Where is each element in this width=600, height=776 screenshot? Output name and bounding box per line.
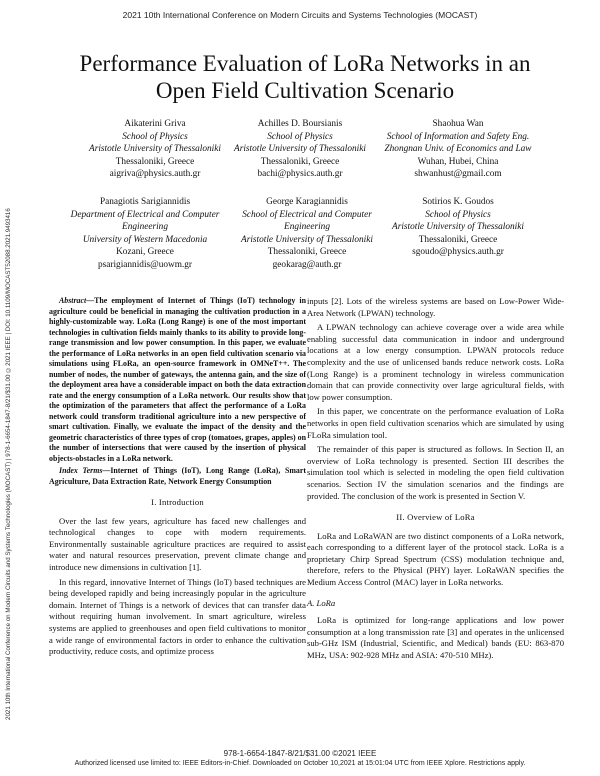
author-location: Kozani, Greece xyxy=(116,247,174,257)
author-affiliation: School of Information and Safety Eng. xyxy=(386,131,530,142)
author-email: bachi@physics.auth.gr xyxy=(257,169,343,179)
left-column xyxy=(49,296,306,658)
section-heading-introduction: I. Introduction xyxy=(151,497,204,507)
right-paragraph-4: The remainder of this paper is structured as follows. In Section II, an overview of LoRa technology is presented. Section III describes the simulation tool which is selected in modeling the open field cultivation scenarios. Section IV the simulation scenarios and the findings are provided. The conclusion of the work is presented in Section V. xyxy=(307,444,564,501)
author-location: Thessaloniki, Greece xyxy=(260,156,340,167)
author-affiliation: Aristotle University of Thessaloniki xyxy=(89,144,221,154)
author-affiliation: Engineering xyxy=(122,222,168,232)
author-affiliation: School of Physics xyxy=(122,131,188,142)
author-affiliation: Aristotle University of Thessaloniki xyxy=(392,222,524,232)
right-paragraph-3: In this paper, we concentrate on the performance evaluation of LoRa networks in open field cultivation scenarios which are simulated by using FLoRa simulation tool. xyxy=(307,406,564,440)
section-heading-overview: II. Overview of LoRa xyxy=(396,512,475,523)
abstract-text: —The employment of Internet of Things (IoT) technology in agriculture could be beneficial in managing the cultivation production in a highly-customizable way. LoRa (Long Range) is one of the most important technologies in cultivation fields mainly thanks to its ability to provide long-range transmission and low power consumption. In this paper, we evaluate the performance of LoRa networks in an open field cultivation scenario via simulations using FLoRa, an open-source framework in OMNeT++. The number of nodes, the number of gateways, the antenna gain, and the size of the deployment area have a considerable impact on both the data extraction rate and the energy consumption of a LoRa network. Our results show that the optimization of the parameters that affect the performance of a LoRa network could transform traditional agriculture into a new perspective of smart cultivation. Finally, we evaluate the impact of the density and the geometric characteristics of three types of crop (tomatoes, grapes, apples) on the number of intersections that were caused by the insertion of physical objects-obstacles in a LoRa network. xyxy=(49,296,306,463)
lora-paragraph-1: LoRa is optimized for long-range applications and low power consumption at a long transmission rate [3] and operates in the unlicensed sub-GHz ISM (Industrial, Scientific, and Medical) bands (EU: 863-870 MHz, USA: 902-928 MHz and ASIA: 470-510 MHz). xyxy=(307,615,564,661)
intro-paragraph-1: Over the last few years, agriculture has faced new challenges and technological changes to cope with modern requirements. Environmentally sustainable agriculture practices are required to assist water and natural resources preservation, prevent climate change and introduce new dimensions in cultivation [1]. xyxy=(49,515,306,572)
intro-paragraph-2: In this regard, innovative Internet of Things (IoT) based techniques are being developed rapidly and being increasingly popular in the agriculture domain. Internet of Things is a network of devices that can transfer data without requiring human involvement. In smart agriculture, wireless systems are applied to greenhouses and open field cultivations to monitor a wide range of environmental factors in order to enhance the cultivation productivity, reduce costs, and optimize process xyxy=(49,576,306,657)
doi-side-text: 2021 10th International Conference on Modern Circuits and Systems Technologies (MOCAST) | 978-1-6654-1847-8/21/$31.00 ©2021 IEEE | DOI: 10.1109/MOCAST52088.2021.9493416 xyxy=(5,208,12,720)
author-affiliation: Department of Electrical and Computer xyxy=(70,209,220,220)
subsection-heading-lora: A. LoRa xyxy=(307,597,336,608)
index-terms-label: Index Terms xyxy=(59,466,103,475)
title-line-2: Open Field Cultivation Scenario xyxy=(155,78,455,103)
footer-license: Authorized licensed use limited to: IEEE Editors-in-Chief. Downloaded on October 10,2021 at 15:01:04 UTC from IEEE Xplore. Restrictions apply. xyxy=(74,760,526,767)
author-affiliation: School of Physics xyxy=(425,209,491,220)
index-terms-text: —Internet of Things (IoT), Long Range (LoRa), Smart Agriculture, Data Extraction Rate, Network Energy Consumption xyxy=(49,466,307,486)
author-location: Thessaloniki, Greece xyxy=(267,247,347,257)
abstract-paragraph xyxy=(49,296,306,464)
right-paragraph-1: inputs [2]. Lots of the wireless systems are based on Low-Power Wide-Area Network (LPWAN) technology. xyxy=(307,296,564,318)
author-name: Shaohua Wan xyxy=(432,119,484,129)
author-email: geokarag@auth.gr xyxy=(272,259,342,270)
author-location: Wuhan, Hubei, China xyxy=(417,156,499,167)
title-line-1: Performance Evaluation of LoRa Networks in an xyxy=(79,51,531,76)
right-paragraph-2: A LPWAN technology can achieve coverage over a wide area while enabling successful data communication in indoor and underground locations at a low energy consumption. LPWAN protocols reduce complexity and the use of unlicensed bands reduce network costs. LoRa (Long Range) is a prominent technology in wireless communication domain that can provide connectivity over large agricultural fields, with low power consumption. xyxy=(307,322,564,402)
footer-copyright: 978-1-6654-1847-8/21/$31.00 ©2021 IEEE xyxy=(223,749,377,758)
author-affiliation: School of Electrical and Computer xyxy=(242,209,372,220)
abstract-label: Abstract xyxy=(59,296,87,305)
author-location: Thessaloniki, Greece xyxy=(115,156,195,167)
author-affiliation: University of Western Macedonia xyxy=(82,234,208,245)
author-affiliation: Zhongnan Univ. of Economics and Law xyxy=(384,144,532,154)
author-name: Aikaterini Griva xyxy=(124,119,186,129)
paper-title xyxy=(40,50,570,104)
author-affiliation: School of Physics xyxy=(267,131,333,142)
author-name: Achilles D. Boursianis xyxy=(257,119,343,129)
overview-paragraph-1: LoRa and LoRaWAN are two distinct components of a LoRa network, each corresponding to a different layer of the protocol stack. LoRa is a proprietary Chirp Spread Spectrum (CSS) modulation technique and, therefore, refers to the Physical (PHY) layer. LoRaWAN specifies the Medium Access Control (MAC) layer in LoRa networks. xyxy=(307,530,564,588)
author-block-3 xyxy=(363,118,553,181)
author-affiliation: Aristotle University of Thessaloniki xyxy=(234,144,366,154)
author-affiliation: Aristotle University of Thessaloniki xyxy=(241,234,373,245)
right-column xyxy=(307,296,564,662)
index-terms-paragraph xyxy=(49,466,306,487)
author-email: psarigiannidis@uowm.gr xyxy=(97,259,193,270)
author-email: sgoudo@physics.auth.gr xyxy=(412,247,504,257)
author-name: Panagiotis Sarigiannidis xyxy=(99,197,191,207)
author-location: Thessaloniki, Greece xyxy=(418,234,498,245)
author-email: aigriva@physics.auth.gr xyxy=(109,169,201,179)
author-block-6 xyxy=(363,196,553,259)
author-name: Sotirios K. Goudos xyxy=(422,197,494,207)
author-affiliation: Engineering xyxy=(284,222,330,232)
author-email: shwanhust@gmail.com xyxy=(414,169,502,179)
author-name: George Karagiannidis xyxy=(266,197,348,207)
conference-header: 2021 10th International Conference on Modern Circuits and Systems Technologies (MOCAST) xyxy=(122,10,478,20)
